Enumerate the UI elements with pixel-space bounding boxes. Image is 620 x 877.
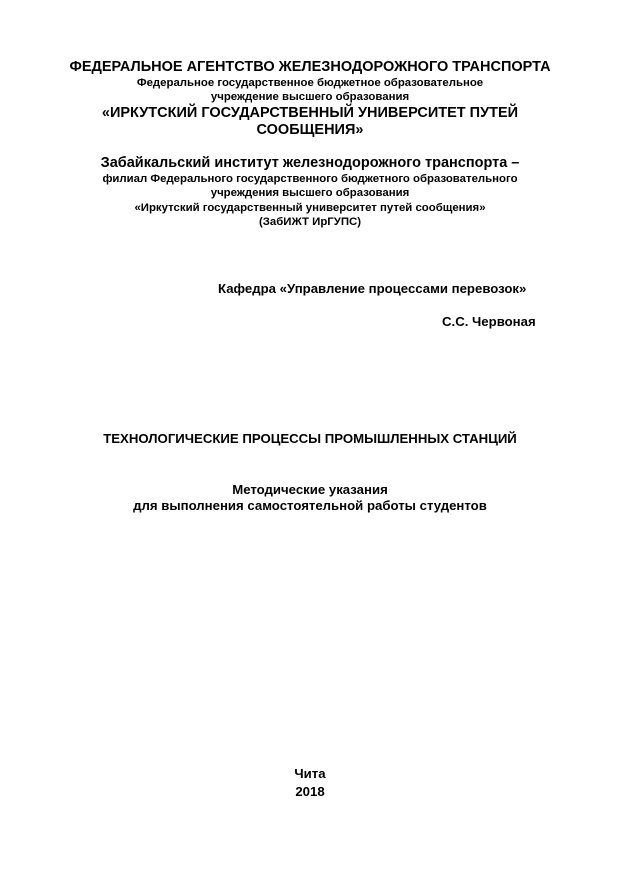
university-name-line-2: СООБЩЕНИЯ» bbox=[256, 122, 364, 138]
agency-heading: ФЕДЕРАЛЬНОЕ АГЕНТСТВО ЖЕЛЕЗНОДОРОЖНОГО ТРАНСПОРТА bbox=[69, 59, 551, 75]
branch-name-line-3: учреждения высшего образования bbox=[210, 187, 410, 199]
publication-year: 2018 bbox=[295, 784, 325, 799]
document-title: ТЕХНОЛОГИЧЕСКИЕ ПРОЦЕССЫ ПРОМЫШЛЕННЫХ СТАНЦИЙ bbox=[103, 431, 517, 446]
branch-name-line-2: филиал Федерального государственного бюджетного образовательного bbox=[102, 173, 518, 185]
publication-city: Чита bbox=[294, 766, 326, 781]
institution-type-line-2: учреждение высшего образования bbox=[210, 91, 410, 103]
institution-type-line-1: Федеральное государственное бюджетное образовательное bbox=[136, 77, 484, 89]
department-name: Кафедра «Управление процессами перевозок» bbox=[218, 281, 527, 296]
author-name: С.С. Червоная bbox=[442, 314, 536, 329]
document-subtitle-line-1: Методические указания bbox=[232, 482, 388, 497]
branch-abbreviation: (ЗабИЖТ ИрГУПС) bbox=[258, 216, 362, 228]
document-subtitle-line-2: для выполнения самостоятельной работы студентов bbox=[133, 498, 487, 513]
branch-name-line-1: Забайкальский институт железнодорожного транспорта – bbox=[100, 155, 520, 171]
branch-name-line-4: «Иркутский государственный университет путей сообщения» bbox=[134, 202, 486, 214]
university-name-line-1: «ИРКУТСКИЙ ГОСУДАРСТВЕННЫЙ УНИВЕРСИТЕТ ПУТЕЙ bbox=[101, 105, 519, 121]
